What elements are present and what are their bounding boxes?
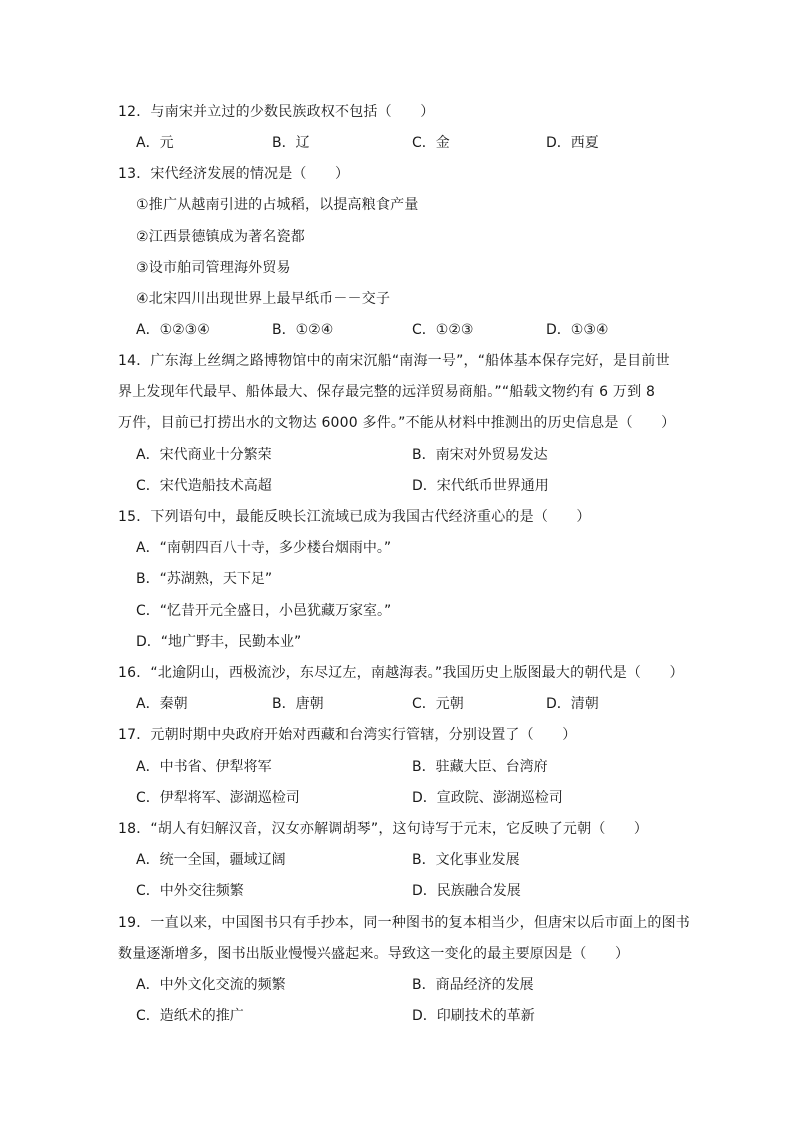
question-14-stem-line-1: 14．广东海上丝绸之路博物馆中的南宋沉船“南海一号”，“船体基本保存完好，是目前世 xyxy=(118,353,670,369)
question-19-stem-line-1: 19．一直以来，中国图书只有手抄本，同一种图书的复本相当少，但唐宋以后市面上的图书 xyxy=(118,915,691,931)
question-17-option-b: B．驻藏大臣、台湾府 xyxy=(412,759,548,775)
question-12-stem: 12．与南宋并立过的少数民族政权不包括（ ） xyxy=(118,104,435,120)
question-13-item-4: ④北宋四川出现世界上最早纸币－－交子 xyxy=(136,291,391,307)
question-18-option-d: D．民族融合发展 xyxy=(412,883,521,899)
question-14-option-b: B．南宋对外贸易发达 xyxy=(412,447,548,463)
question-13-stem: 13．宋代经济发展的情况是（ ） xyxy=(118,166,350,182)
question-13-item-1: ①推广从越南引进的占城稻，以提高粮食产量 xyxy=(136,197,419,213)
question-19-option-d: D．印刷技术的革新 xyxy=(412,1008,535,1024)
question-13-item-2: ②江西景德镇成为著名瓷都 xyxy=(136,229,305,245)
question-19-stem-line-2: 数量逐渐增多，图书出版业慢慢兴盛起来。导致这一变化的最主要原因是（ ） xyxy=(118,946,630,962)
question-13-option-d: D．①③④ xyxy=(546,322,609,338)
question-14-option-d: D．宋代纸币世界通用 xyxy=(412,478,549,494)
question-17-option-d: D．宣政院、澎湖巡检司 xyxy=(412,790,563,806)
question-13-option-b: B．①②④ xyxy=(272,322,334,338)
question-16-option-d: D．清朝 xyxy=(546,696,599,712)
question-13-item-3: ③设市舶司管理海外贸易 xyxy=(136,260,291,276)
question-16-option-a: A．秦朝 xyxy=(136,696,188,712)
question-15-option-c: C．“忆昔开元全盛日，小邑犹藏万家室。” xyxy=(136,603,392,619)
question-12-option-c: C．金 xyxy=(412,135,450,151)
question-15-option-b: B．“苏湖熟，天下足” xyxy=(136,571,273,587)
question-18-option-b: B．文化事业发展 xyxy=(412,852,520,868)
question-15-option-d: D．“地广野丰，民勤本业” xyxy=(136,634,302,650)
question-17-stem: 17．元朝时期中央政府开始对西藏和台湾实行管辖，分别设置了（ ） xyxy=(118,727,577,743)
question-14-stem-line-2: 界上发现年代最早、船体最大、保存最完整的远洋贸易商船。”“船载文物约有 6 万到 8 xyxy=(118,384,656,400)
question-13-option-c: C．①②③ xyxy=(412,322,474,338)
question-17-option-c: C．伊犁将军、澎湖巡检司 xyxy=(136,790,300,806)
question-15-stem: 15．下列语句中，最能反映长江流域已成为我国古代经济重心的是（ ） xyxy=(118,509,591,525)
question-19-option-c: C．造纸术的推广 xyxy=(136,1008,244,1024)
question-19-option-b: B．商品经济的发展 xyxy=(412,977,534,993)
question-16-stem: 16．“北逾阴山，西极流沙，东尽辽左，南越海表。”我国历史上版图最大的朝代是（ ） xyxy=(118,665,684,681)
question-12-option-d: D．西夏 xyxy=(546,135,599,151)
question-14-option-c: C．宋代造船技术高超 xyxy=(136,478,272,494)
question-12-option-b: B．辽 xyxy=(272,135,310,151)
question-18-option-c: C．中外交往频繁 xyxy=(136,883,244,899)
question-18-option-a: A．统一全国，疆域辽阔 xyxy=(136,852,286,868)
question-14-option-a: A．宋代商业十分繁荣 xyxy=(136,447,272,463)
question-19-option-a: A．中外文化交流的频繁 xyxy=(136,977,286,993)
question-17-option-a: A．中书省、伊犁将军 xyxy=(136,759,272,775)
question-15-option-a: A．“南朝四百八十寺，多少楼台烟雨中。” xyxy=(136,540,392,556)
question-16-option-b: B．唐朝 xyxy=(272,696,324,712)
question-16-option-c: C．元朝 xyxy=(412,696,464,712)
question-14-stem-line-3: 万件，目前已打捞出水的文物达 6000 多件。”不能从材料中推测出的历史信息是（ ） xyxy=(118,415,676,431)
question-18-stem: 18．“胡人有妇解汉音，汉女亦解调胡琴”，这句诗写于元末，它反映了元朝（ ） xyxy=(118,821,649,837)
question-13-option-a: A．①②③④ xyxy=(136,322,210,338)
question-12-option-a: A．元 xyxy=(136,135,174,151)
